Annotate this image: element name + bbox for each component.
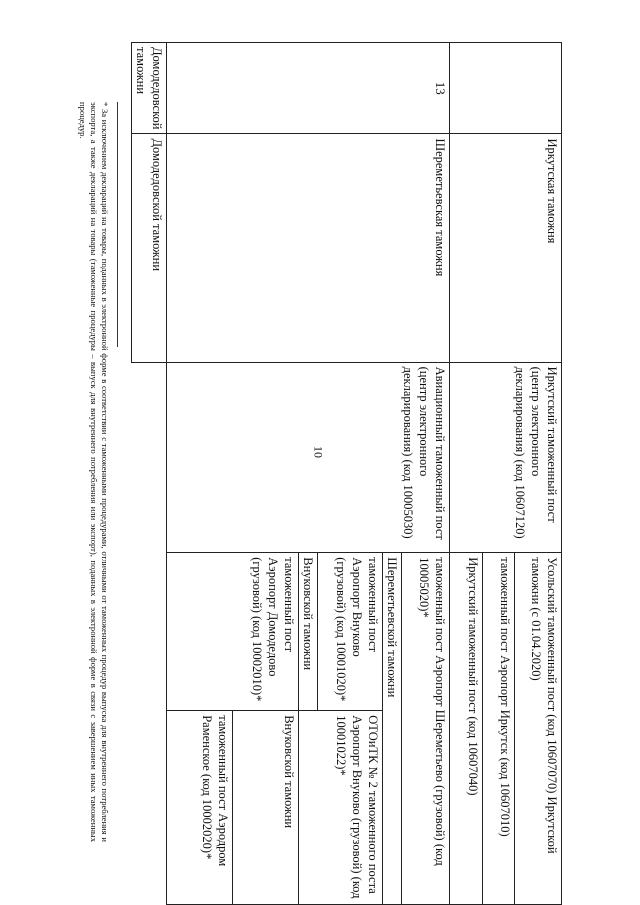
row-number: 13 xyxy=(167,43,450,134)
cell-otoitk: ОТОиТК № 2 таможенного поста Аэропорт Внуково (грузовой) (код 10001022)* xyxy=(299,711,383,905)
cell-vnukovo-cargo: таможенный пост Аэропорт Внуково (грузовой) (код 10001020)* xyxy=(318,553,383,711)
cell-domodedovo-cargo: таможенный пост Аэропорт Домодедово (грузовой) (код 10002010)* xyxy=(167,553,299,711)
cell-ramenskoe: таможенный пост Аэродром Раменское (код 10002020)* xyxy=(167,711,233,905)
cell-domodedovo-customs-name-2: Домодедовской таможни xyxy=(132,134,167,362)
cell-sheremetyevo-cargo: таможенный пост Аэропорт Шереметьево (грузовой) (код 10005020)* xyxy=(402,553,450,905)
customs-table xyxy=(131,42,562,905)
cell-usolsky: Усольский таможенный пост (код 10607070) Иркутской таможни (с 01.04.2020) xyxy=(515,553,562,905)
cell-domodedovo-customs-name: Домодедовской таможни xyxy=(132,43,167,134)
table-row xyxy=(515,43,562,905)
cell-vnukovo-customs-name: Внуковской таможни xyxy=(299,553,318,711)
cell-irkutsk-airport: таможенный пост Аэропорт Иркутск (код 10607010) xyxy=(483,553,515,905)
cell-sheremetyevo-customs-name: Шереметьевской таможни xyxy=(383,553,402,905)
customs-cell-sheremetyevo: Шереметьевская таможня xyxy=(167,134,450,362)
number-cell-empty xyxy=(450,43,562,134)
footnote-divider xyxy=(117,102,118,347)
page-number: 10 xyxy=(311,446,326,458)
post-cell-aviation: Авиационный таможенный пост (центр электронного декларирования) (код 10005030) xyxy=(167,362,450,553)
table-row xyxy=(402,43,450,905)
post-cell-irkutsk: Иркутский таможенный пост (центр электронного декларирования) (код 10607120) xyxy=(450,362,562,553)
cell-vnukovo-customs-name-2: Внуковской таможни xyxy=(233,711,299,905)
footnote: * За исключением деклараций на товары, поданных в электронной форме в соответствии с таможенными процедурами, отличными от таможенных процедур выпуска для внутреннего потребления и экспорта, а также деклараций на товары (таможенные процедуры – выпуск для внутреннего потребления или экспорт), поданных в электронной форме в связи с завершением иных таможенных процедур. xyxy=(78,102,110,842)
cell-irkutsk-post-2: Иркутский таможенный пост (код 10607040) xyxy=(450,553,483,905)
customs-cell-irkutsk: Иркутская таможня xyxy=(450,134,562,362)
table-row xyxy=(132,43,167,905)
